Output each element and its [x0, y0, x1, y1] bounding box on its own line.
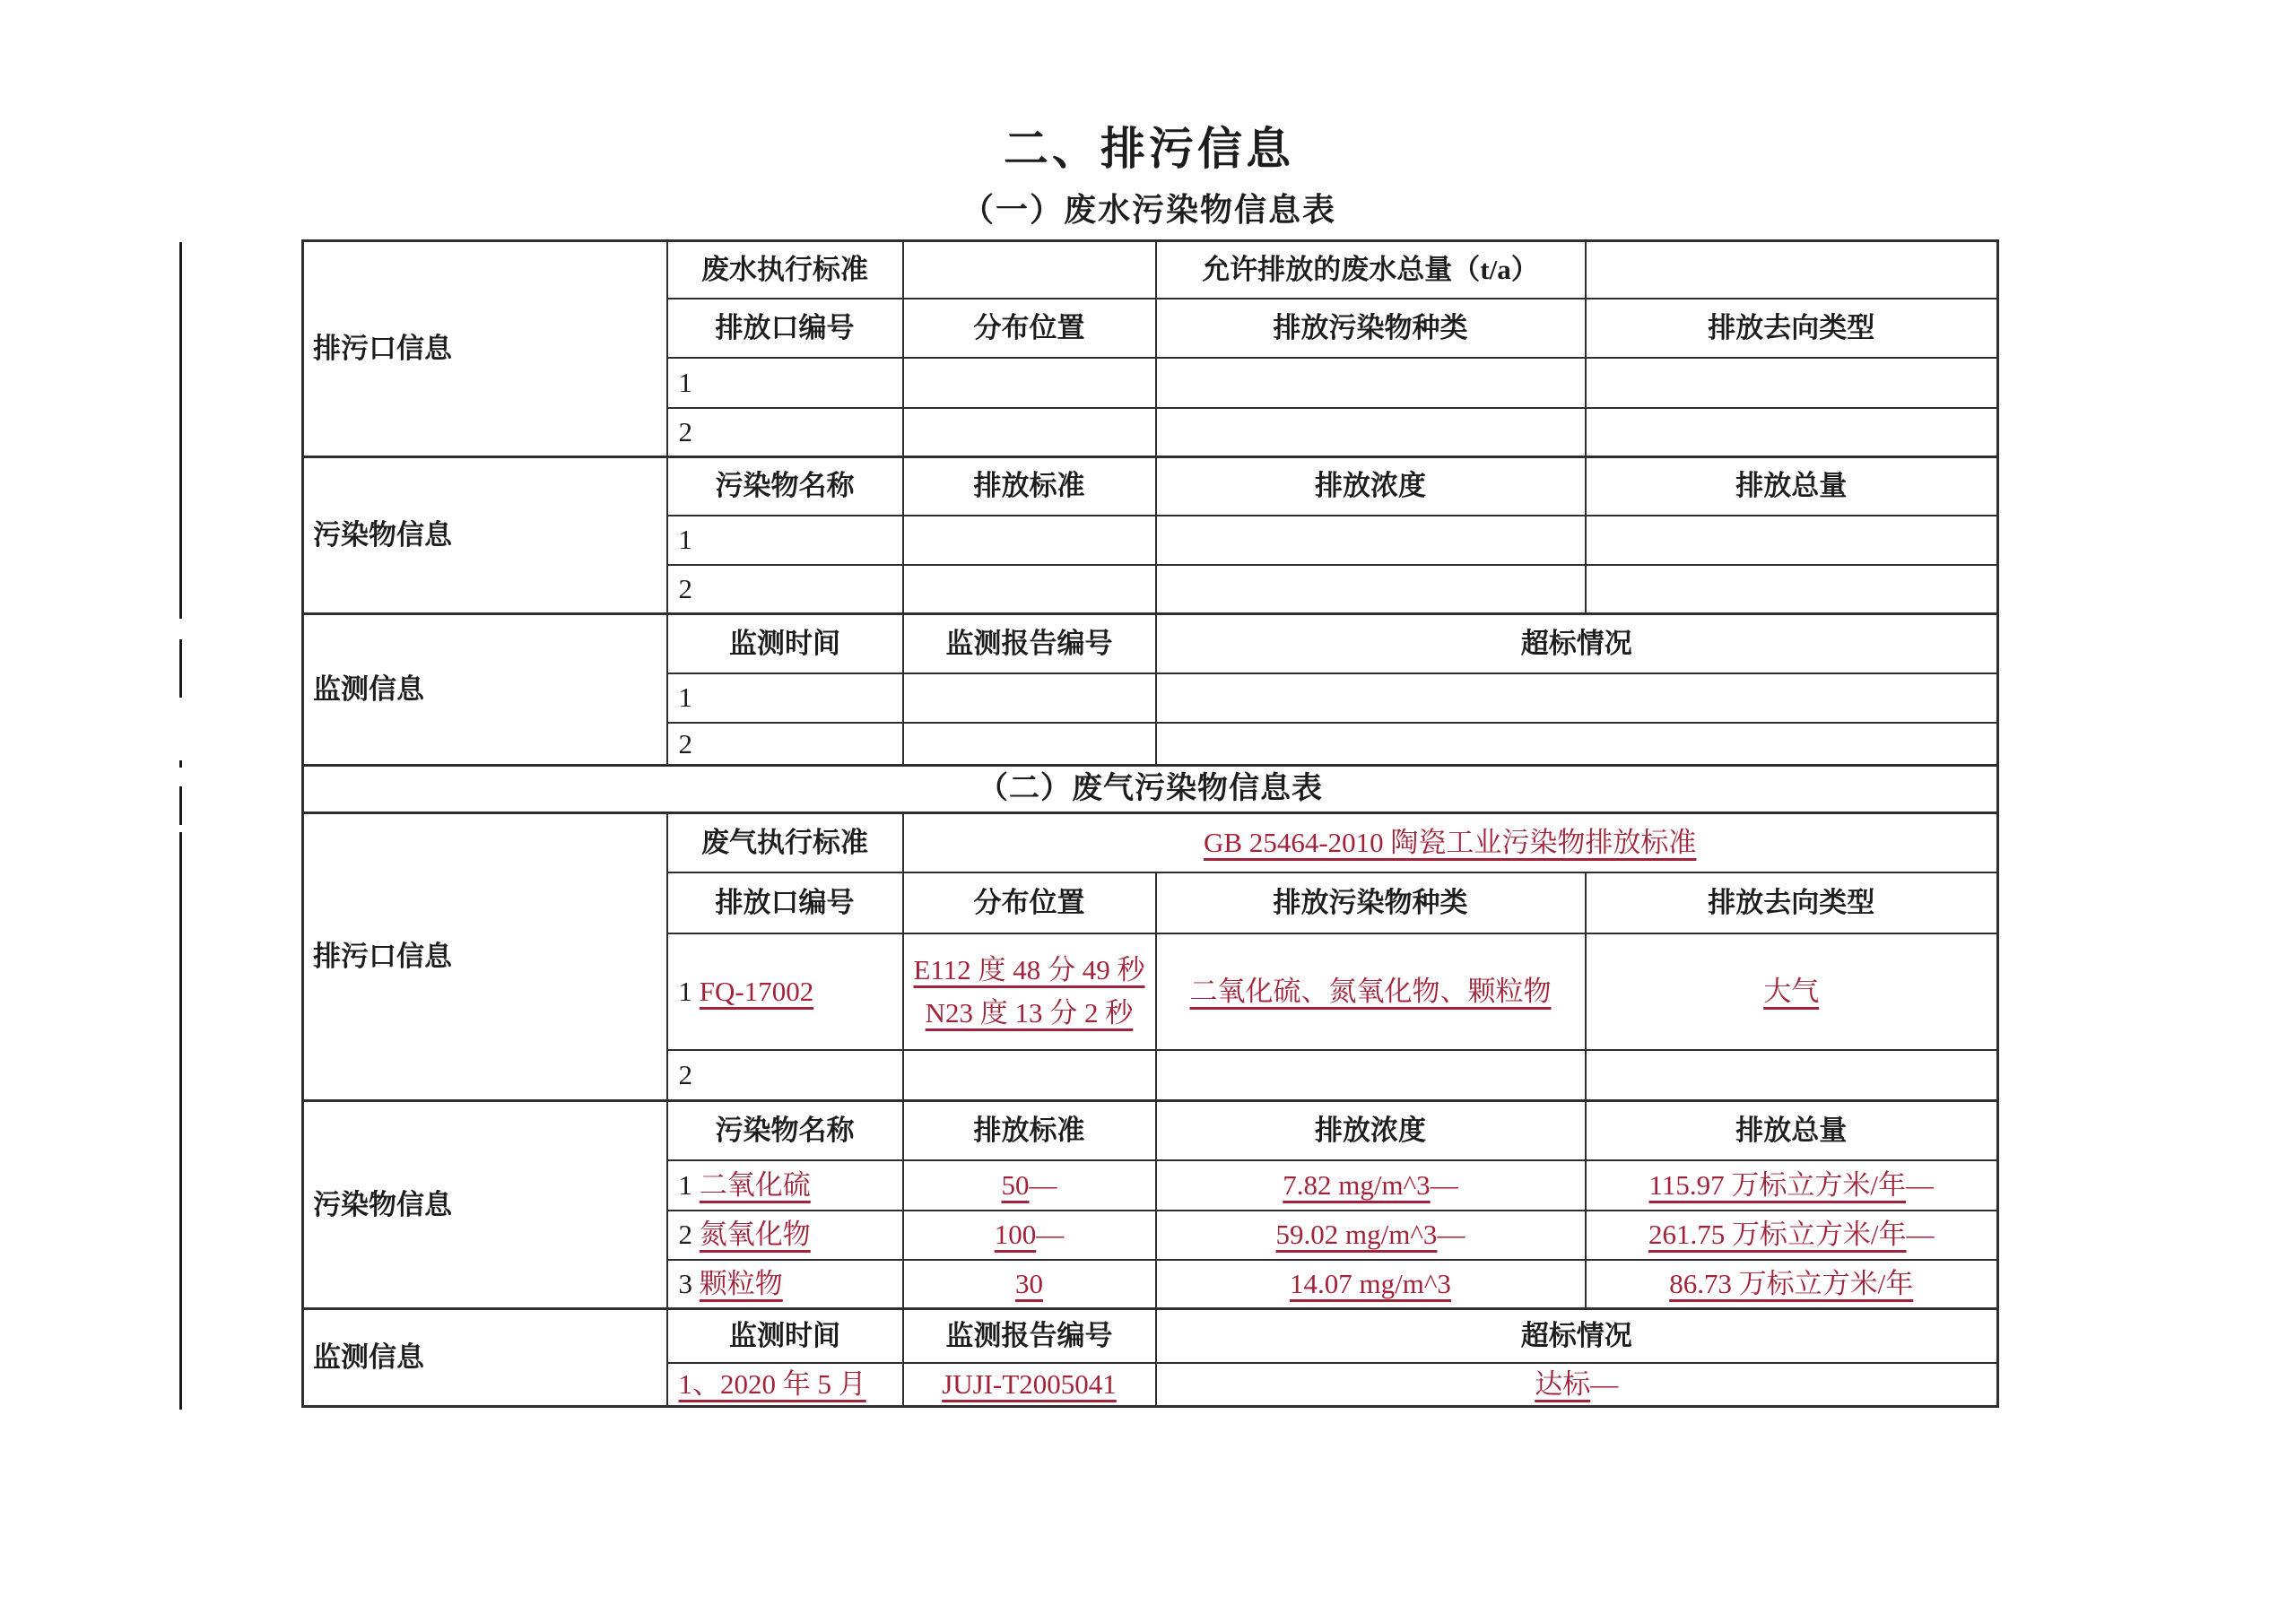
- gas-pollutant-row2-name: 氮氧化物: [699, 1219, 811, 1251]
- gas-pollutant-row1-concentration: [1156, 1160, 1586, 1211]
- gas-pollutant-row1-concentration-value: 7.82 mg/m^3: [1283, 1168, 1431, 1201]
- gas-standard-value-text: GB 25464-2010 陶瓷工业污染物排放标准: [1204, 827, 1697, 859]
- water-monitoring-col-time: 监测时间: [667, 614, 903, 673]
- gas-pollutant-row2-standard-value: 100: [994, 1219, 1037, 1251]
- water-allowed-total-label: 允许排放的废水总量（t/a）: [1156, 241, 1586, 299]
- gas-outlet-col-no: 排放口编号: [667, 872, 903, 933]
- water-monitoring-col-report: 监测报告编号: [903, 614, 1156, 673]
- water-pollutant-row1-no: 1: [667, 516, 903, 565]
- gas-pollutant-row2-standard-suffix: —: [1036, 1219, 1065, 1251]
- gas-standard-label: 废气执行标准: [667, 813, 903, 872]
- gas-monitoring-row1-report-text: JUJI-T2005041: [942, 1367, 1117, 1400]
- revision-bar: [179, 760, 182, 768]
- gas-pollutant-row3-concentration-value: 14.07 mg/m^3: [1290, 1268, 1451, 1300]
- revision-bar: [179, 832, 182, 1410]
- water-outlet-col-destination: 排放去向类型: [1586, 299, 1998, 358]
- water-outlet-row1-destination: [1586, 358, 1998, 408]
- gas-monitoring-row1-time: [667, 1363, 903, 1406]
- water-pollutant-row2-no: 2: [667, 565, 903, 614]
- gas-outlet-row2-no: 2: [667, 1050, 903, 1101]
- water-standard-label: 废水执行标准: [667, 241, 903, 299]
- gas-pollutant-row3-concentration: [1156, 1260, 1586, 1309]
- water-monitoring-row2-no: 2: [667, 723, 903, 766]
- gas-outlet-col-destination: 排放去向类型: [1586, 872, 1998, 933]
- gas-table-title: （二）废气污染物信息表: [303, 766, 1998, 813]
- gas-pollutant-row2-standard: [903, 1211, 1156, 1260]
- water-outlet-row1-no: 1: [667, 358, 903, 408]
- water-pollutant-row1-total: [1586, 516, 1998, 565]
- gas-pollutant-row2-total: [1586, 1211, 1998, 1260]
- gas-outlet-row2-types: [1156, 1050, 1586, 1101]
- gas-outlet-row1-no-cell: [667, 933, 903, 1050]
- pollution-info-table: [301, 239, 1999, 1408]
- water-pollutant-section-label: 污染物信息: [303, 457, 667, 614]
- revision-bar: [179, 639, 182, 698]
- revision-bar: [179, 242, 182, 619]
- water-monitoring-row2-exceedance: [1156, 723, 1998, 766]
- gas-outlet-col-types: 排放污染物种类: [1156, 872, 1586, 933]
- gas-outlet-section-label: 排污口信息: [303, 813, 667, 1101]
- gas-standard-value: [903, 813, 1998, 872]
- gas-outlet-row1-position: [903, 933, 1156, 1050]
- water-pollutant-col-concentration: 排放浓度: [1156, 457, 1586, 516]
- page-title: 二、排污信息: [1004, 124, 1294, 174]
- gas-pollutant-row3-no: 3: [678, 1268, 692, 1300]
- gas-pollutant-row3-standard: [903, 1260, 1156, 1309]
- water-outlet-row2-no: 2: [667, 408, 903, 457]
- gas-monitoring-col-exceedance: 超标情况: [1156, 1309, 1998, 1363]
- gas-pollutant-row3-total-value: 86.73 万标立方米/年: [1669, 1268, 1914, 1300]
- gas-outlet-row1-types-text: 二氧化硫、氮氧化物、颗粒物: [1189, 975, 1552, 1007]
- water-outlet-col-types: 排放污染物种类: [1156, 299, 1586, 358]
- gas-pollutant-row1-standard: [903, 1160, 1156, 1211]
- revision-bar: [179, 786, 182, 825]
- gas-pollutant-row2-concentration-suffix: —: [1437, 1219, 1465, 1251]
- gas-outlet-row1-destination-text: 大气: [1763, 975, 1820, 1007]
- water-pollutant-row2-standard: [903, 565, 1156, 614]
- gas-outlet-row1-code: FQ-17002: [699, 975, 814, 1007]
- gas-pollutant-row2-concentration-value: 59.02 mg/m^3: [1275, 1219, 1438, 1251]
- gas-pollutant-row2-total-value: 261.75 万标立方米/年: [1648, 1219, 1907, 1251]
- water-pollutant-col-name: 污染物名称: [667, 457, 903, 516]
- gas-outlet-col-position: 分布位置: [903, 872, 1156, 933]
- gas-pollutant-col-name: 污染物名称: [667, 1101, 903, 1160]
- gas-pollutant-row2-concentration: [1156, 1211, 1586, 1260]
- gas-outlet-row2-position: [903, 1050, 1156, 1101]
- water-outlet-col-position: 分布位置: [903, 299, 1156, 358]
- gas-pollutant-row1-concentration-suffix: —: [1430, 1168, 1458, 1201]
- water-monitoring-col-exceedance: 超标情况: [1156, 614, 1998, 673]
- gas-monitoring-col-time: 监测时间: [667, 1309, 903, 1363]
- water-monitoring-section-label: 监测信息: [303, 614, 667, 766]
- gas-pollutant-row1-standard-value: 50: [1001, 1168, 1030, 1201]
- gas-pollutant-col-total: 排放总量: [1586, 1101, 1998, 1160]
- gas-pollutant-row3-name-cell: [667, 1260, 903, 1309]
- water-outlet-section-label: 排污口信息: [303, 241, 667, 457]
- gas-monitoring-col-report: 监测报告编号: [903, 1309, 1156, 1363]
- gas-outlet-row1-position-line1: E112 度 48 分 49 秒: [913, 953, 1145, 985]
- gas-monitoring-row1-report: [903, 1363, 1156, 1406]
- water-outlet-col-no: 排放口编号: [667, 299, 903, 358]
- gas-monitoring-section-label: 监测信息: [303, 1309, 667, 1406]
- gas-outlet-row1-no: 1: [678, 975, 692, 1007]
- water-pollutant-row1-concentration: [1156, 516, 1586, 565]
- water-outlet-row2-types: [1156, 408, 1586, 457]
- gas-pollutant-row1-total-suffix: —: [1905, 1168, 1934, 1201]
- gas-pollutant-col-concentration: 排放浓度: [1156, 1101, 1586, 1160]
- water-monitoring-row2-report: [903, 723, 1156, 766]
- water-pollutant-col-total: 排放总量: [1586, 457, 1998, 516]
- gas-pollutant-row1-name: 二氧化硫: [699, 1168, 811, 1201]
- gas-pollutant-row1-name-cell: [667, 1160, 903, 1211]
- water-outlet-row1-position: [903, 358, 1156, 408]
- gas-pollutant-row2-name-cell: [667, 1211, 903, 1260]
- gas-pollutant-row3-standard-value: 30: [1015, 1268, 1043, 1300]
- gas-monitoring-row1-exceedance: [1156, 1363, 1998, 1406]
- water-outlet-row1-types: [1156, 358, 1586, 408]
- water-outlet-row2-position: [903, 408, 1156, 457]
- water-monitoring-row1-no: 1: [667, 673, 903, 723]
- water-pollutant-row1-standard: [903, 516, 1156, 565]
- gas-pollutant-col-standard: 排放标准: [903, 1101, 1156, 1160]
- gas-outlet-row1-position-line2: N23 度 13 分 2 秒: [925, 996, 1134, 1028]
- gas-pollutant-row1-no: 1: [678, 1168, 692, 1201]
- water-pollutant-row2-total: [1586, 565, 1998, 614]
- water-pollutant-row2-concentration: [1156, 565, 1586, 614]
- gas-monitoring-row1-time-text: 1、2020 年 5 月: [678, 1367, 866, 1400]
- gas-pollutant-row2-total-suffix: —: [1906, 1219, 1935, 1251]
- gas-pollutant-row3-total: [1586, 1260, 1998, 1309]
- gas-pollutant-row1-total-value: 115.97 万标立方米/年: [1648, 1168, 1906, 1201]
- water-standard-value: [903, 241, 1156, 299]
- water-pollutant-col-standard: 排放标准: [903, 457, 1156, 516]
- gas-pollutant-row3-name: 颗粒物: [699, 1268, 783, 1300]
- gas-monitoring-row1-status-text: 达标: [1535, 1367, 1591, 1400]
- gas-pollutant-section-label: 污染物信息: [303, 1101, 667, 1309]
- gas-outlet-row1-types: [1156, 933, 1586, 1050]
- water-monitoring-row1-report: [903, 673, 1156, 723]
- gas-pollutant-row1-total: [1586, 1160, 1998, 1211]
- water-outlet-row2-destination: [1586, 408, 1998, 457]
- wastewater-table-title: （一）废水污染物信息表: [961, 192, 1336, 228]
- gas-pollutant-row2-no: 2: [678, 1219, 692, 1251]
- gas-outlet-row1-destination: [1586, 933, 1998, 1050]
- gas-pollutant-row1-standard-suffix: —: [1029, 1168, 1057, 1201]
- gas-monitoring-row1-status-suffix: —: [1590, 1367, 1619, 1400]
- water-monitoring-row1-exceedance: [1156, 673, 1998, 723]
- gas-outlet-row2-destination: [1586, 1050, 1998, 1101]
- water-allowed-total-value: [1586, 241, 1998, 299]
